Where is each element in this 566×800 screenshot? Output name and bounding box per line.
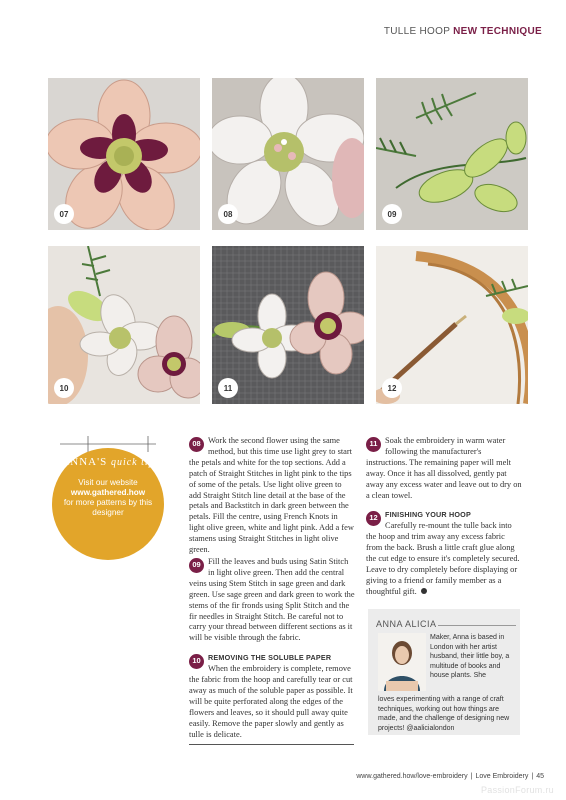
- photo-12: [376, 246, 528, 404]
- page-number: 45: [536, 773, 544, 780]
- photo-number-badge: 09: [382, 204, 402, 224]
- designer-portrait: [378, 633, 426, 691]
- step-08: [189, 436, 355, 556]
- photo-11: [212, 246, 364, 404]
- quick-tip-text: [62, 478, 154, 518]
- photo-09: [376, 78, 528, 230]
- bio-social-handle[interactable]: @aalicialondon: [406, 724, 455, 732]
- quick-tip-line2: for more patterns by this designer: [63, 498, 153, 517]
- photo-number-badge: 07: [54, 204, 74, 224]
- photo-number-badge: 10: [54, 378, 74, 398]
- footer-url[interactable]: www.gathered.how/love-embroidery: [356, 773, 468, 780]
- step-text: Work the second flower using the same method, but this time use light grey to start the petals and white for the top sections. Add a patch of Straight Stitches in light pink to the tips of some of the petals. Use light olive green to add Straight Stitch line detail at the base of the petals and Backstitch in dark green between the petals. Fill the centre, using French Knots in light olive green, white and light pink. Add a few stamens using Straight Stitches in light olive green.: [189, 436, 354, 555]
- photo-number-badge: 12: [382, 378, 402, 398]
- photo-number-badge: 11: [218, 378, 238, 398]
- step-text: Soak the embroidery in warm water following the manufacturer's instructions. The remaining paper will melt away. Once it has all dissolved, gently pat away any excess water and leave out to dry on a clean towel.: [366, 436, 522, 500]
- step-number: 11: [366, 437, 381, 452]
- step-text: Fill the leaves and buds using Satin Stitch in light olive green. Then add the central veins using Stem Stitch in sage green and dark green. Use sage green and dark green to work the stems of the fir fronds using Split Stitch and the fir needles in Straight Stitch. Be careful not to carry your thread between different sections as it will be visible through the fabric.: [189, 556, 355, 643]
- designer-bio: [368, 609, 520, 735]
- section-title: NEW TECHNIQUE: [453, 26, 542, 37]
- quick-tip-script: quick tip: [110, 457, 155, 468]
- quick-tip-title: [52, 456, 164, 468]
- instructions-column-right: [366, 436, 522, 598]
- quick-tip-url[interactable]: www.gathered.how: [70, 488, 146, 497]
- page-footer: www.gathered.how/love-embroidery | Love Embroidery | 45: [356, 773, 544, 780]
- step-number: 08: [189, 437, 204, 452]
- watermark: PassionForum.ru: [480, 785, 554, 795]
- footer-magazine: Love Embroidery: [475, 773, 529, 780]
- instructions-column-middle: [189, 436, 355, 740]
- step-number: 12: [366, 511, 381, 526]
- step-09: [189, 557, 355, 644]
- quick-tip-name: ANNA'S: [61, 456, 108, 468]
- section-label: TULLE HOOP: [383, 26, 450, 37]
- bio-title-rule: [438, 625, 516, 626]
- photo-07: [48, 78, 200, 230]
- bio-text-continued: loves experimenting with a range of craft techniques, working out how things are made, and the challenge of designing new projects!: [378, 696, 510, 732]
- step-heading: FINISHING YOUR HOOP: [385, 510, 471, 520]
- bio-text-rest: [378, 695, 518, 733]
- step-heading: REMOVING THE SOLUBLE PAPER: [208, 653, 332, 663]
- photo-08: [212, 78, 364, 230]
- step-12: [366, 510, 522, 597]
- quick-tip-line1: Visit our website: [78, 478, 138, 487]
- column-divider: [189, 744, 354, 745]
- step-10: [189, 653, 355, 740]
- step-number: 10: [189, 654, 204, 669]
- step-text: Carefully re-mount the tulle back into the hoop and trim away any excess fabric from the back. Brush a little craft glue along the cut edge to ensure it's completely secured. Leave to dry completely before displaying or giving to a friend or family member as a thoughtful gift.: [366, 521, 520, 596]
- photo-number-badge: 08: [218, 204, 238, 224]
- quick-tip-circle: [52, 448, 164, 560]
- bio-text: Maker, Anna is based in London with her artist husband, their little boy, a multitude of books and house plants. She: [430, 634, 510, 680]
- step-number: 09: [189, 558, 204, 573]
- step-text: When the embroidery is complete, remove the fabric from the hoop and carefully tear or cut away as much of the soluble paper as possible. It will be quite perforated along the edges of the flowers and leaves, so it should pull away quite easily. Remove the paper slowly and gently as tulle is delicate.: [189, 664, 353, 739]
- photo-10: [48, 246, 200, 404]
- page-header: [384, 26, 542, 37]
- end-mark-icon: [421, 588, 427, 594]
- bio-title: ANNA ALICIA: [376, 619, 437, 629]
- step-11: [366, 436, 522, 501]
